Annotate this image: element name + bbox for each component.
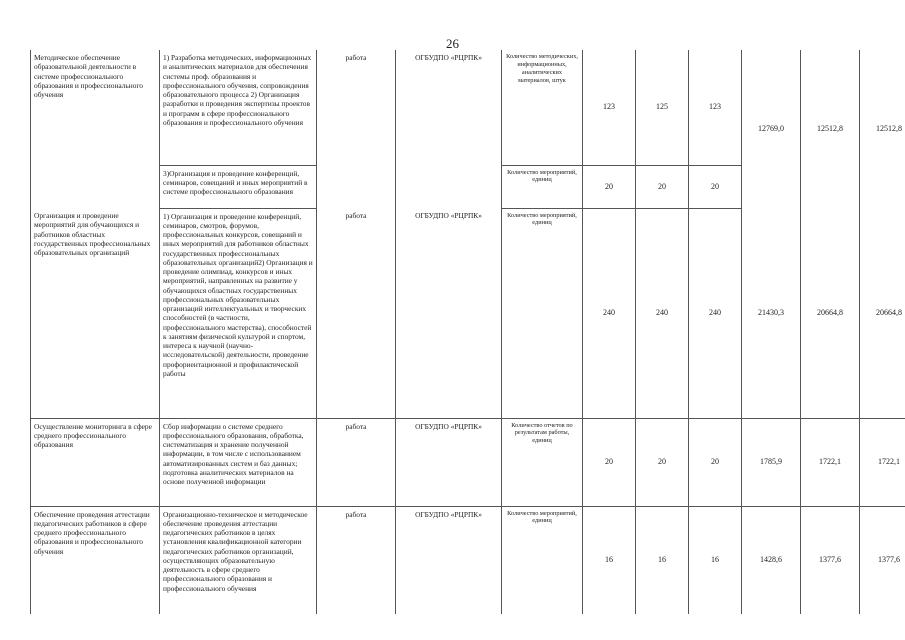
finance-value-1: 12769,0: [742, 50, 801, 208]
indicator-value-2: 20: [636, 165, 689, 208]
service-org: ОГБУДПО «РЦРПК»: [396, 506, 502, 614]
finance-value-2: 12512,8: [801, 50, 860, 208]
indicator-label: Количество мероприятий, единиц: [502, 506, 583, 614]
indicator-value-1: 20: [583, 165, 636, 208]
indicator-value-1: 20: [583, 418, 636, 506]
service-action: Организационно-техническое и методическое обеспечение проведения аттестации педагогических работников в целях установления квалификационной категории педагогических работников организаций, осуществляющих образовательную деятельность в сфере среднего профессионального образования и профессионального обучения: [160, 506, 317, 614]
service-org: ОГБУДПО «РЦРПК»: [396, 208, 502, 418]
finance-value-3: 20664,8: [860, 208, 905, 418]
indicator-value-3: 123: [689, 50, 742, 165]
finance-value-1: 21430,3: [742, 208, 801, 418]
service-type: работа: [317, 50, 396, 208]
indicator-value-2: 16: [636, 506, 689, 614]
indicator-label: Количество методических, информационных, аналитических материалов, штук: [502, 50, 583, 165]
service-name: Методическое обеспечение образовательной деятельности в системе профессионального образования и профессионального обучения: [31, 50, 160, 208]
finance-value-3: 1377,6: [860, 506, 905, 614]
finance-value-1: 1428,6: [742, 506, 801, 614]
service-type: работа: [317, 208, 396, 418]
indicator-label: Количество мероприятий, единиц: [502, 208, 583, 418]
finance-value-1: 1785,9: [742, 418, 801, 506]
indicator-value-1: 240: [583, 208, 636, 418]
service-action: Сбор информации о системе среднего профессионального образования, обработка, систематизация и хранение полученной информации, в том числе с использованием автоматизированных систем и баз данных; подготовка аналитических материалов на основе полученной информации: [160, 418, 317, 506]
indicator-value-3: 20: [689, 165, 742, 208]
table-row: [31, 418, 905, 506]
table-row: [31, 50, 905, 165]
service-org: ОГБУДПО «РЦРПК»: [396, 418, 502, 506]
service-action: 1) Организация и проведение конференций, семинаров, смотров, форумов, профессиональных конкурсов, совещаний и иных мероприятий для работников областных государственных профессиональных образовательных организаций2) Организация и проведение олимпиад, конкурсов и иных мероприятий, направленных на развитие у обучающихся областных государственных профессиональных образовательных организаций интеллектуальных и творческих способностей (в частности, профессионального мастерства), способностей к занятиям физической культурой и спортом, интереса к научной (научно-исследовательской) деятельности, проведение профориентационной и профилактической работы: [160, 208, 317, 418]
finance-value-2: 20664,8: [801, 208, 860, 418]
indicator-value-3: 20: [689, 418, 742, 506]
service-org: ОГБУДПО «РЦРПК»: [396, 50, 502, 208]
indicator-value-3: 16: [689, 506, 742, 614]
finance-value-3: 12512,8: [860, 50, 905, 208]
service-name: Осуществление мониторинга в сфере среднего профессионального образования: [31, 418, 160, 506]
finance-value-2: 1722,1: [801, 418, 860, 506]
page-number: 26: [446, 36, 459, 51]
finance-value-3: 1722,1: [860, 418, 905, 506]
service-type: работа: [317, 506, 396, 614]
finance-value-2: 1377,6: [801, 506, 860, 614]
service-action: 3)Организация и проведение конференций, семинаров, совещаний и иных мероприятий в системе профессионального образования: [160, 165, 317, 208]
indicator-value-2: 20: [636, 418, 689, 506]
indicator-value-1: 16: [583, 506, 636, 614]
services-table: [30, 50, 905, 614]
indicator-value-3: 240: [689, 208, 742, 418]
indicator-value-2: 125: [636, 50, 689, 165]
service-type: работа: [317, 418, 396, 506]
indicator-value-1: 123: [583, 50, 636, 165]
indicator-label: Количество мероприятий, единиц: [502, 165, 583, 208]
service-name: Обеспечение проведения аттестации педагогических работников в сфере среднего профессионального образования и профессионального обучения: [31, 506, 160, 614]
service-action: 1) Разработка методических, информационных и аналитических материалов для обеспечения системы проф. образования и профессионального обучения, сопровождения образовательного процесса 2) Организация разработки и проведения экспертизы проектов и программ в сфере профессионального образования и профессионального обучения: [160, 50, 317, 165]
table-row: [31, 208, 905, 418]
indicator-value-2: 240: [636, 208, 689, 418]
service-name: Организация и проведение мероприятий для обучающихся и работников областных государственных профессиональных образовательных организаций: [31, 208, 160, 418]
table-row: [31, 506, 905, 614]
indicator-label: Количество отчетов по результатам работы, единиц: [502, 418, 583, 506]
